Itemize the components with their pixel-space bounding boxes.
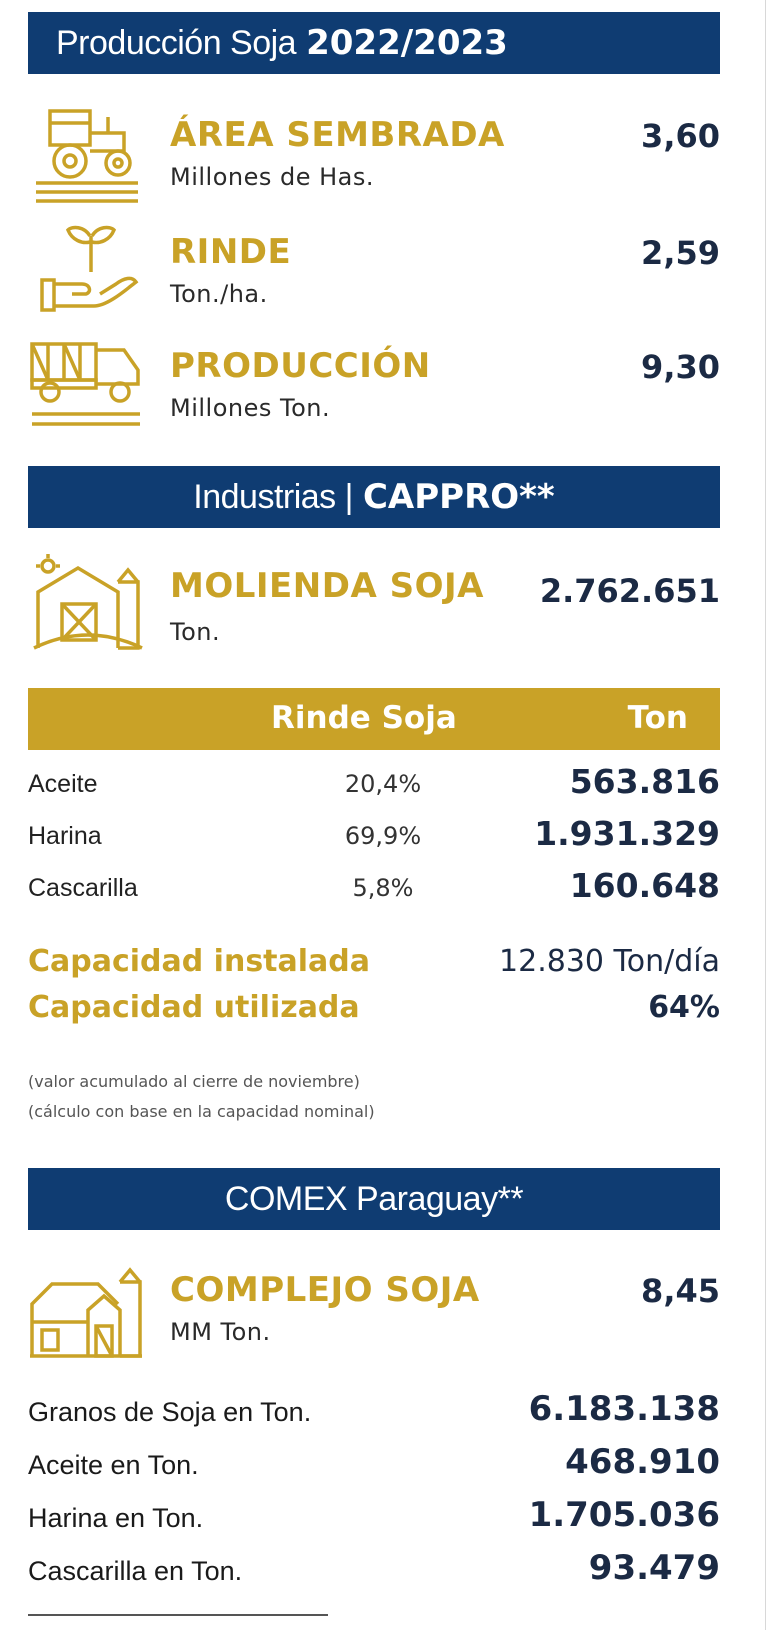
stat-value: 8,45 xyxy=(641,1272,720,1310)
industries-title-prefix: Industrias | xyxy=(193,477,353,516)
capacity-value: 12.830 Ton/día xyxy=(499,944,720,979)
row-name: Cascarilla xyxy=(28,874,138,902)
farm-barn-icon xyxy=(28,1260,144,1360)
stat-value: 2.762.651 xyxy=(539,572,720,610)
production-title-prefix: Producción Soja xyxy=(56,23,297,62)
row-name: Aceite xyxy=(28,770,98,798)
industries-title-bold: CAPPRO** xyxy=(362,477,555,517)
row-ton: 160.648 xyxy=(569,866,720,905)
stat-rinde xyxy=(28,222,720,332)
row-ton: 563.816 xyxy=(569,762,720,801)
table-row xyxy=(28,812,720,856)
capacity-value: 64% xyxy=(648,990,720,1025)
production-banner xyxy=(28,12,720,74)
column-header-rinde: Rinde Soja xyxy=(271,700,457,736)
stat-unit: MM Ton. xyxy=(170,1318,271,1346)
table-row xyxy=(28,864,720,908)
bottom-divider xyxy=(28,1614,328,1616)
row-name: Cascarilla en Ton. xyxy=(28,1556,243,1586)
list-item xyxy=(28,1491,720,1541)
table-row xyxy=(28,760,720,804)
stat-complejo-soja xyxy=(28,1260,720,1370)
row-name: Granos de Soja en Ton. xyxy=(28,1397,312,1427)
stat-label: MOLIENDA SOJA xyxy=(170,566,484,606)
stat-label: ÁREA SEMBRADA xyxy=(170,115,505,155)
stat-produccion xyxy=(28,336,720,446)
factory-icon xyxy=(28,552,144,652)
stat-value: 9,30 xyxy=(641,348,720,386)
row-ton: 468.910 xyxy=(565,1442,720,1482)
comex-banner xyxy=(28,1168,720,1230)
row-ton: 93.479 xyxy=(588,1548,720,1588)
rinde-table-header xyxy=(28,688,720,750)
column-header-ton: Ton xyxy=(627,700,688,736)
footnote: (cálculo con base en la capacidad nominal) xyxy=(28,1102,375,1121)
capacidad-instalada xyxy=(28,944,720,990)
row-ton: 1.931.329 xyxy=(534,814,720,853)
stat-label: PRODUCCIÓN xyxy=(170,346,431,386)
industries-banner xyxy=(28,466,720,528)
stat-area-sembrada xyxy=(28,105,720,215)
row-pct: 5,8% xyxy=(352,874,414,902)
row-name: Aceite en Ton. xyxy=(28,1450,199,1480)
list-item xyxy=(28,1438,720,1488)
stat-value: 3,60 xyxy=(641,117,720,155)
production-title-year: 2022/2023 xyxy=(306,23,508,63)
stat-value: 2,59 xyxy=(641,234,720,272)
capacity-label: Capacidad utilizada xyxy=(28,990,360,1025)
plant-hand-icon xyxy=(28,222,144,322)
row-name: Harina en Ton. xyxy=(28,1503,204,1533)
row-ton: 1.705.036 xyxy=(528,1495,720,1535)
right-divider-line xyxy=(765,0,766,1630)
list-item xyxy=(28,1385,720,1435)
row-name: Harina xyxy=(28,822,102,850)
row-ton: 6.183.138 xyxy=(528,1389,720,1429)
stat-unit: Ton. xyxy=(170,618,221,646)
stat-unit: Ton./ha. xyxy=(170,280,268,308)
stat-label: RINDE xyxy=(170,232,292,272)
row-pct: 69,9% xyxy=(344,822,422,850)
stat-label: COMPLEJO SOJA xyxy=(170,1270,480,1310)
comex-title: COMEX Paraguay** xyxy=(224,1179,524,1218)
capacity-label: Capacidad instalada xyxy=(28,944,371,979)
tractor-icon xyxy=(28,105,144,205)
list-item xyxy=(28,1544,720,1594)
stat-molienda-soja xyxy=(28,552,720,662)
capacidad-utilizada xyxy=(28,990,720,1036)
row-pct: 20,4% xyxy=(344,770,422,798)
footnote: (valor acumulado al cierre de noviembre) xyxy=(28,1072,360,1091)
truck-icon xyxy=(28,336,144,436)
stat-unit: Millones de Has. xyxy=(170,163,375,191)
stat-unit: Millones Ton. xyxy=(170,394,331,422)
